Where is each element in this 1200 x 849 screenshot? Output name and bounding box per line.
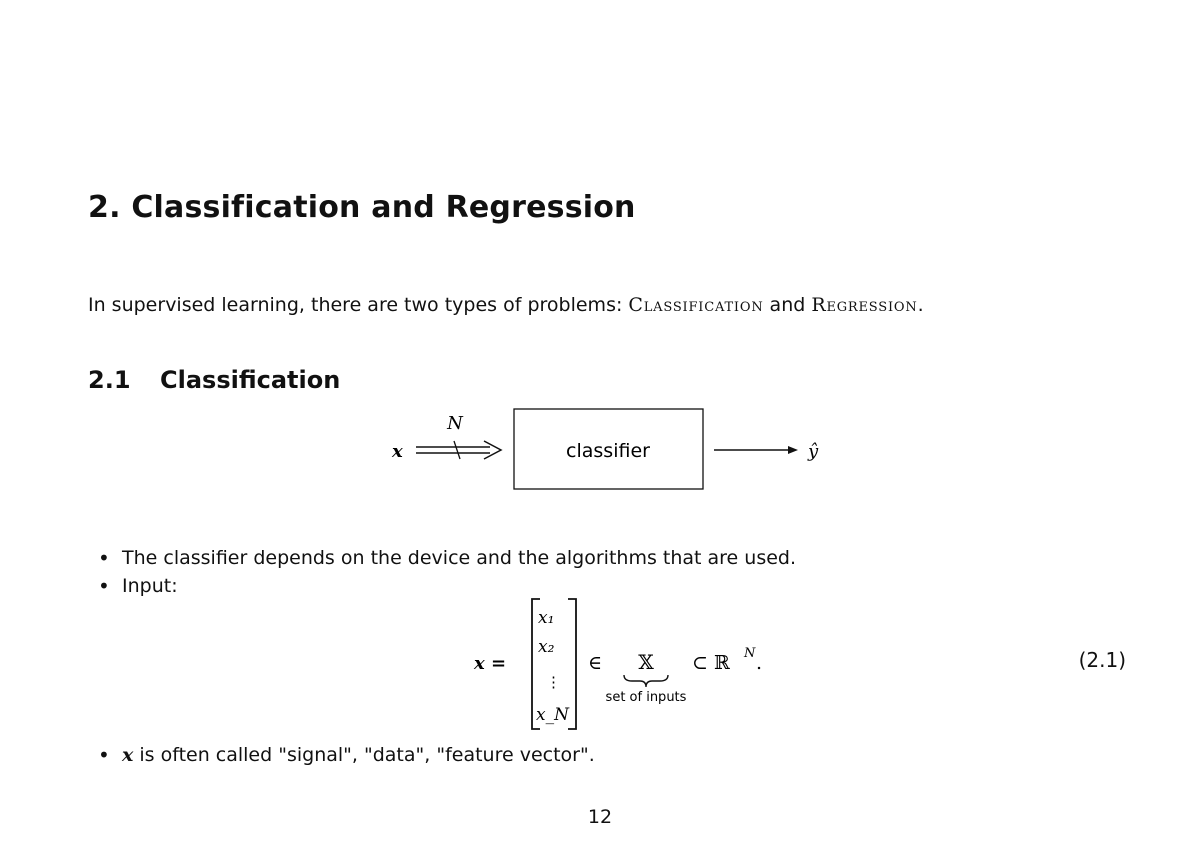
vector-entry: x_N bbox=[536, 705, 569, 725]
section-title: 2. Classification and Regression bbox=[88, 190, 636, 225]
bus-arrow-head bbox=[484, 441, 501, 459]
element-of-symbol: ∈ bbox=[588, 652, 603, 674]
underbrace bbox=[624, 675, 668, 687]
vector-entry: x₂ bbox=[538, 637, 555, 657]
subsection-title bbox=[88, 366, 340, 394]
intro-text-after: . bbox=[917, 294, 924, 316]
page-number: 12 bbox=[587, 806, 613, 828]
bullet-item: • The classifier depends on the device and the algorithms that are used. bbox=[96, 544, 796, 572]
intro-term-regression: Regression bbox=[811, 294, 918, 316]
real-space-superscript: N bbox=[744, 646, 756, 661]
intro-text-before: In supervised learning, there are two types of problems: bbox=[88, 294, 629, 316]
classifier-box-label: classifier bbox=[566, 440, 650, 462]
bullet-item: • Input: bbox=[96, 572, 796, 600]
vector-right-bracket bbox=[568, 599, 576, 729]
bus-label: N bbox=[447, 413, 463, 434]
signal-symbol: x bbox=[122, 744, 134, 766]
equation-lhs: x = bbox=[474, 653, 507, 674]
subset-real-space: ⊂ ℝ bbox=[692, 652, 730, 674]
underbrace-label: set of inputs bbox=[605, 690, 687, 705]
input-symbol: x bbox=[392, 441, 403, 462]
bullet-text: is often called "signal", "data", "feature vector". bbox=[133, 744, 595, 766]
bullet-list bbox=[96, 544, 796, 600]
input-equation-svg bbox=[460, 595, 860, 735]
equation-number: (2.1) bbox=[1078, 648, 1126, 672]
vector-entry: ⋮ bbox=[546, 673, 561, 691]
output-arrow-head bbox=[788, 446, 798, 454]
output-symbol: ŷ bbox=[808, 441, 819, 462]
input-equation bbox=[460, 595, 860, 735]
set-symbol: 𝕏 bbox=[638, 650, 654, 674]
intro-paragraph bbox=[88, 294, 924, 316]
equation-period: . bbox=[756, 652, 763, 674]
subsection-number: 2.1 bbox=[88, 366, 131, 394]
intro-term-classification: Classification bbox=[628, 294, 764, 316]
classifier-diagram-svg bbox=[380, 405, 840, 500]
intro-connector: and bbox=[763, 294, 812, 316]
classifier-diagram bbox=[380, 405, 840, 500]
subsection-label: Classification bbox=[160, 366, 341, 394]
vector-entry: x₁ bbox=[538, 608, 555, 628]
bus-slash bbox=[454, 441, 460, 459]
bullet-item bbox=[96, 741, 595, 769]
